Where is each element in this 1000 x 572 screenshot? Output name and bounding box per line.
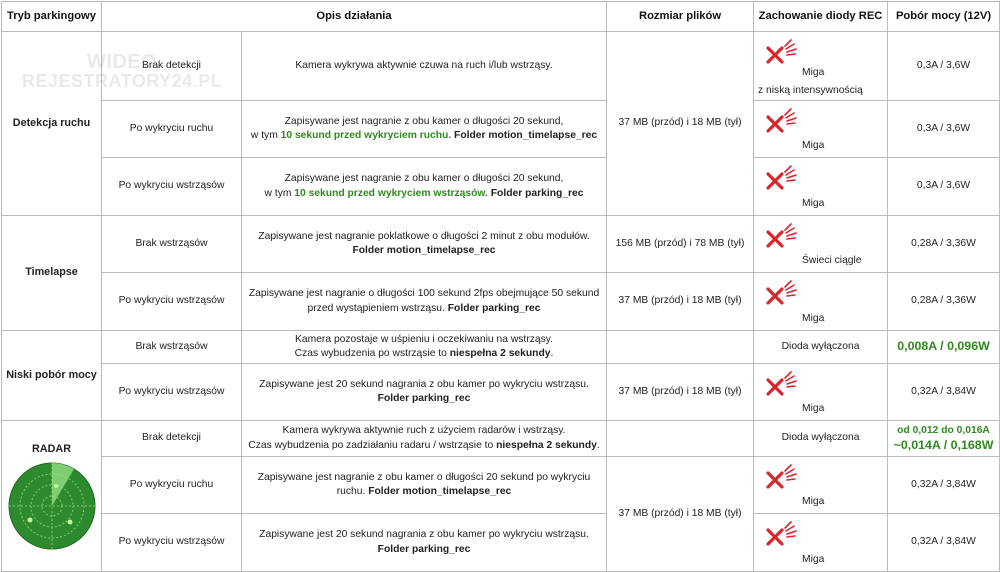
power-cell: 0,32A / 3,84W	[888, 364, 1000, 421]
desc-line: Folder parking_rec	[377, 393, 471, 404]
table-row	[2, 514, 1000, 572]
mode-radar	[2, 421, 102, 572]
power-cell: 0,3A / 3,6W	[888, 158, 1000, 216]
desc-line: ruchu. Folder motion_timelapse_rec	[336, 486, 512, 497]
submode-cell: Po wykryciu wstrząsów	[102, 364, 242, 421]
submode-cell: Brak wstrząsów	[102, 216, 242, 273]
led-label: Świeci ciągle	[802, 254, 862, 266]
rec-led-blink-icon	[764, 222, 798, 256]
desc-line: Czas wybudzenia po wstrząsie to niespełna 2 sekundy.	[294, 348, 554, 359]
submode-cell: Po wykryciu wstrząsów	[102, 273, 242, 331]
table-row	[2, 331, 1000, 364]
led-cell	[754, 514, 888, 572]
table-row	[2, 364, 1000, 421]
power-cell: 0,28A / 3,36W	[888, 273, 1000, 331]
led-label-2: z niską intensywnością	[758, 84, 863, 96]
header-mode: Tryb parkingowy	[2, 2, 102, 32]
mode-timelapse: Timelapse	[2, 216, 102, 331]
parking-modes-table	[1, 1, 1000, 572]
watermark-logo: WIDEO REJESTRATORY24.PL	[22, 51, 223, 91]
table-row	[2, 101, 1000, 158]
submode-cell: Po wykryciu wstrząsów	[102, 514, 242, 572]
led-cell	[754, 158, 888, 216]
submode-cell: Brak detekcji	[102, 421, 242, 457]
header-led: Zachowanie diody REC	[754, 2, 888, 32]
desc-cell	[242, 514, 607, 572]
led-label: Miga	[802, 139, 825, 151]
submode-cell: Po wykryciu wstrząsów	[102, 158, 242, 216]
power-cell: 0,32A / 3,84W	[888, 514, 1000, 572]
rec-led-blink-icon	[764, 107, 798, 141]
desc-cell	[242, 364, 607, 421]
size-cell: 37 MB (przód) i 18 MB (tył)	[607, 273, 754, 331]
header-desc: Opis działania	[102, 2, 607, 32]
desc-cell	[242, 101, 607, 158]
led-cell	[754, 457, 888, 514]
size-cell: 37 MB (przód) i 18 MB (tył)	[607, 364, 754, 421]
rec-led-blink-icon	[764, 279, 798, 313]
header-size: Rozmiar plików	[607, 2, 754, 32]
desc-line: w tym 10 sekund przed wykryciem wstrząsów. Folder parking_rec	[264, 187, 584, 199]
led-label: Miga	[802, 495, 825, 507]
power-cell: 0,28A / 3,36W	[888, 216, 1000, 273]
desc-cell	[242, 457, 607, 514]
rec-led-blink-icon	[764, 463, 798, 497]
desc-line: Folder parking_rec	[377, 543, 471, 555]
led-cell	[754, 101, 888, 158]
power-cell: 0,3A / 3,6W	[888, 32, 1000, 101]
submode-cell: Po wykryciu ruchu	[102, 457, 242, 514]
table-row	[2, 421, 1000, 457]
power-cell: 0,008A / 0,096W	[888, 331, 1000, 364]
table-row	[2, 158, 1000, 216]
power-range: od 0,012 do 0,016A	[897, 424, 990, 436]
rec-led-blink-icon	[764, 520, 798, 554]
size-cell: 37 MB (przód) i 18 MB (tył)	[607, 32, 754, 216]
desc-line: Zapisywane jest nagranie z obu kamer o długości 20 sekund po wykryciu	[257, 471, 591, 483]
led-label: Miga	[802, 197, 825, 209]
rec-led-blink-icon	[764, 370, 798, 404]
led-cell	[754, 32, 888, 101]
radar-icon	[8, 462, 96, 550]
desc-line: Folder motion_timelapse_rec	[352, 245, 496, 256]
submode-cell: Brak wstrząsów	[102, 331, 242, 364]
size-cell: 37 MB (przód) i 18 MB (tył)	[607, 457, 754, 572]
desc-line: w tym 10 sekund przed wykryciem ruchu. Folder motion_timelapse_rec	[250, 130, 598, 141]
led-label: Miga	[802, 312, 825, 324]
desc-cell	[242, 331, 607, 364]
power-cell	[888, 421, 1000, 457]
desc-line: Zapisywane jest nagranie poklatkowe o długości 2 minut z obu modułów.	[258, 230, 590, 242]
desc-line: Kamera pozostaje w uśpieniu i oczekiwaniu na wstrząsy.	[295, 333, 553, 345]
desc-line: Zapisywane jest nagranie z obu kamer o długości 20 sekund,	[284, 115, 564, 127]
submode-cell: Po wykryciu ruchu	[102, 101, 242, 158]
desc-line: przed wystąpieniem wstrząsu. Folder parking_rec	[307, 302, 541, 314]
led-cell	[754, 364, 888, 421]
desc-cell	[242, 158, 607, 216]
rec-led-blink-icon	[764, 164, 798, 198]
power-cell: 0,3A / 3,6W	[888, 101, 1000, 158]
table-row	[2, 273, 1000, 331]
led-label: Miga	[802, 66, 825, 78]
led-label: Miga	[802, 553, 825, 565]
desc-cell	[242, 273, 607, 331]
led-cell	[754, 273, 888, 331]
desc-cell	[242, 216, 607, 273]
power-cell: 0,32A / 3,84W	[888, 457, 1000, 514]
size-cell-empty	[607, 331, 754, 364]
mode-motion-label: Detekcja ruchu	[12, 116, 91, 129]
desc-line: Czas wybudzenia po zadziałaniu radaru / wstrząsie to niespełna 2 sekundy.	[248, 439, 600, 451]
led-cell	[754, 216, 888, 273]
desc-line: Zapisywane jest 20 sekund nagrania z obu kamer po wykryciu wstrząsu.	[259, 529, 589, 541]
table-row	[2, 216, 1000, 273]
desc-cell: Kamera wykrywa aktywnie czuwa na ruch i/lub wstrząsy.	[242, 32, 607, 101]
mode-radar-label: RADAR	[32, 443, 71, 456]
led-cell: Dioda wyłączona	[754, 331, 888, 364]
desc-line: Zapisywane jest nagranie z obu kamer o długości 20 sekund,	[284, 173, 564, 185]
power-value: ~0,014A / 0,168W	[893, 437, 994, 452]
led-cell: Dioda wyłączona	[754, 421, 888, 457]
mode-lowpower: Niski pobór mocy	[2, 331, 102, 421]
desc-line: Zapisywane jest 20 sekund nagrania z obu kamer po wykryciu wstrząsu.	[259, 378, 589, 390]
led-label: Miga	[802, 402, 825, 414]
desc-line: Kamera wykrywa aktywnie ruch z użyciem radarów i wstrząsy.	[282, 425, 566, 437]
table-row	[2, 32, 1000, 101]
table-row	[2, 457, 1000, 514]
header-power: Pobór mocy (12V)	[888, 2, 1000, 32]
desc-line: Zapisywane jest nagranie o długości 100 sekund 2fps obejmujące 50 sekund	[248, 288, 600, 300]
rec-led-blink-icon	[764, 38, 798, 72]
size-cell-empty	[607, 421, 754, 457]
header-row	[2, 2, 1000, 32]
submode-cell: Brak detekcji	[102, 32, 242, 101]
size-cell: 156 MB (przód) i 78 MB (tył)	[607, 216, 754, 273]
desc-cell	[242, 421, 607, 457]
